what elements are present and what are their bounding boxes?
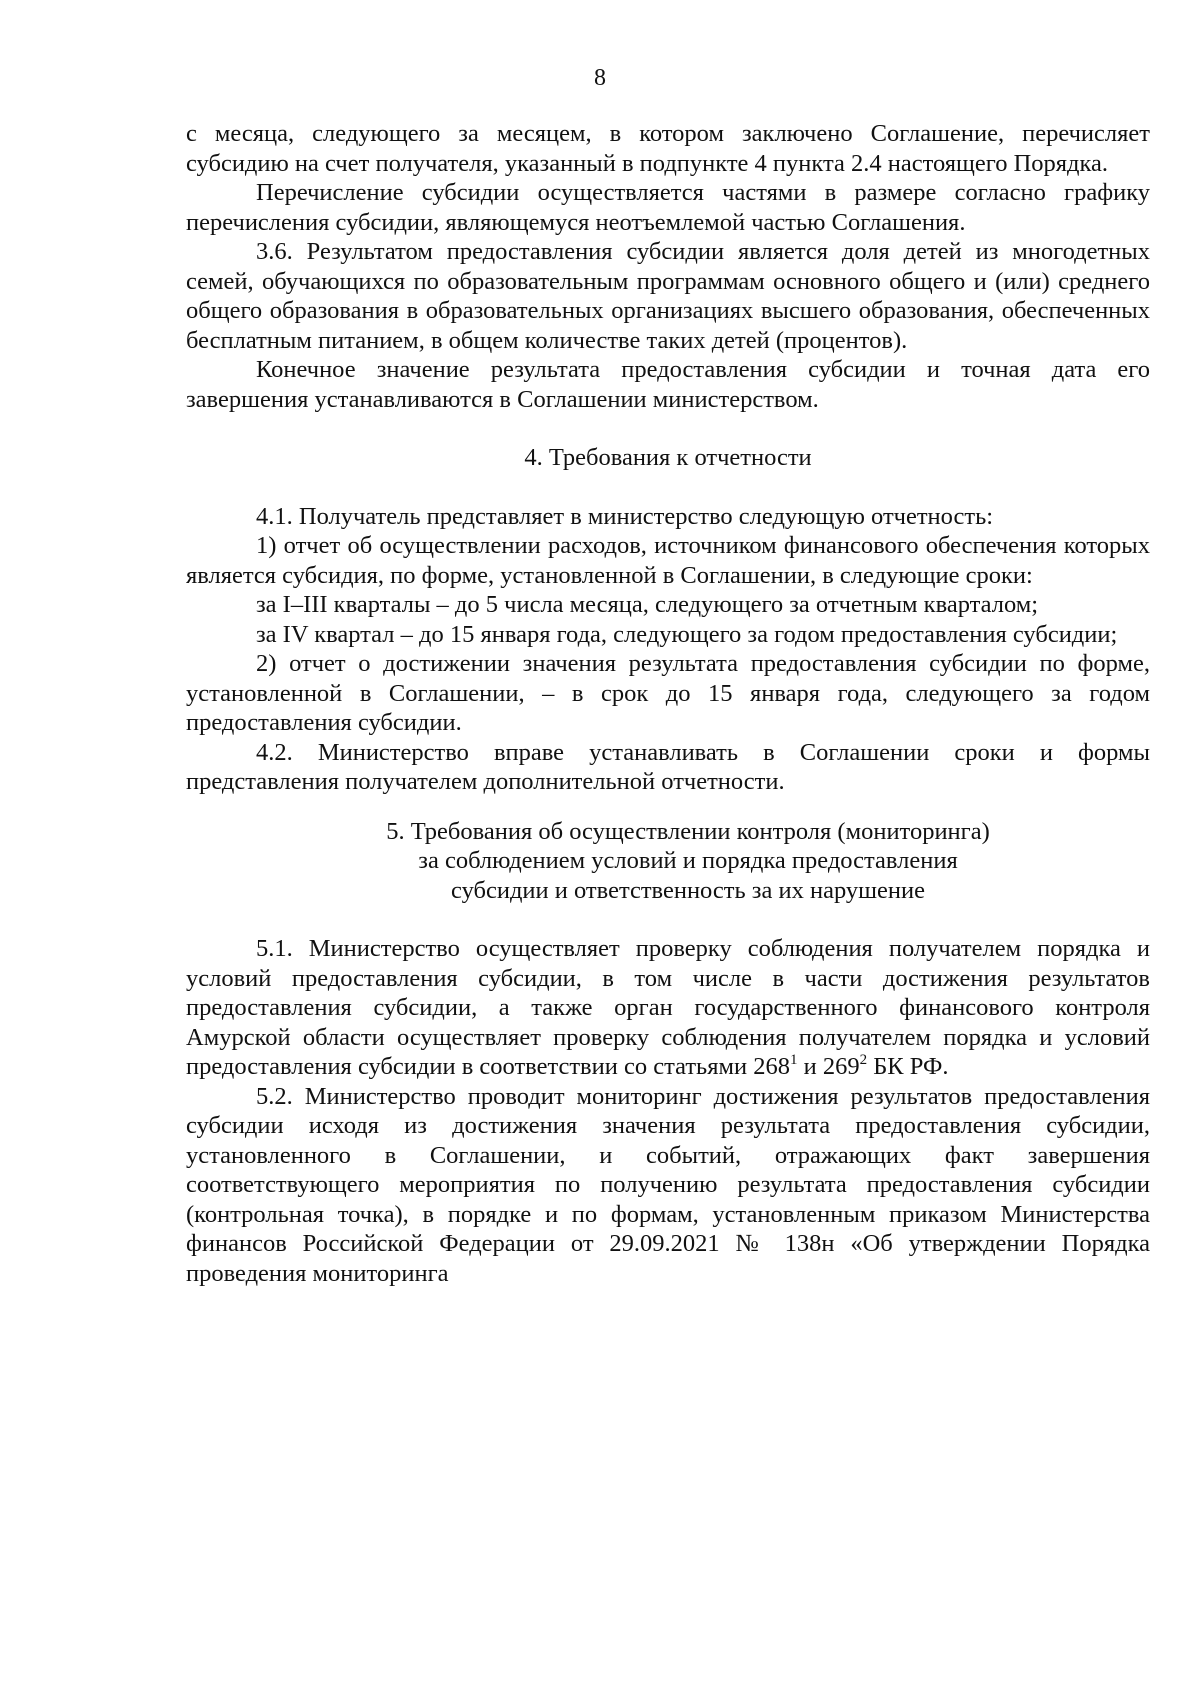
paragraph-5-1-text: 5.1. Министерство осуществляет проверку соблюдения получателем порядка и условий предоставления субсидии, в том числе в части достижения результатов предоставления субсидии, а также орган государственного финансового контроля Амурской области осуществляет проверку соблюдения получателем порядка и условий предоставления субсидии в соответствии со статьями 268 [186,935,1150,1080]
paragraph-4-1-item-1: 1) отчет об осуществлении расходов, источником финансового обеспечения которых является субсидия, по форме, установленной в Соглашении, в следующие сроки: [186,532,1150,589]
section-5-heading-line-1: 5. Требования об осуществлении контроля (мониторинга) [386,817,990,845]
paragraph-4-1-quarters: за I–III кварталы – до 5 числа месяца, следующего за отчетным кварталом; [256,591,1039,618]
paragraph-5-2: 5.2. Министерство проводит мониторинг достижения результатов предоставления субсидии исходя из достижения значения результата предоставления субсидии, установленного в Соглашении, и событий, отражающих факт завершения соответствующего мероприятия по получению результата предоставления субсидии (контрольная точка), в порядке и по формам, установленным приказом Министерства финансов Российской Федерации от 29.09.2021 № 138н «Об утверждении Порядка проведения мониторинга [186,1082,1150,1287]
section-5-heading-line-3: субсидии и ответственность за их нарушение [451,876,925,904]
page-number: 8 [594,65,606,91]
paragraph-final-value: Конечное значение результата предоставления субсидии и точная дата его завершения устанавливаются в Соглашении министерством. [186,356,1150,413]
paragraph-transfer-start: с месяца, следующего за месяцем, в котором заключено Соглашение, перечисляет субсидию на счет получателя, указанный в подпункте 4 пункта 2.4 настоящего Порядка. [186,120,1150,177]
section-5-heading-line-2: за соблюдением условий и порядка предоставления [418,847,958,874]
paragraph-4-1-fourth-quarter: за IV квартал – до 15 января года, следующего за годом предоставления субсидии; [256,620,1118,648]
paragraph-3-6-result: 3.6. Результатом предоставления субсидии является доля детей из многодетных семей, обучающихся по образовательным программам основного общего и (или) среднего общего образования в образовательных организациях высшего образования, обеспеченных бесплатным питанием, в общем количестве таких детей (процентов). [186,238,1150,354]
paragraph-5-1-mid: и 269 [797,1053,860,1080]
paragraph-4-1: 4.1. Получатель представляет в министерство следующую отчетность: [256,502,994,530]
paragraph-4-2: 4.2. Министерство вправе устанавливать в Соглашении сроки и формы представления получателем дополнительной отчетности. [186,738,1150,795]
superscript-1: 1 [789,1052,798,1068]
paragraph-5-1 [186,934,1150,1082]
paragraph-4-1-item-2: 2) отчет о достижении значения результата предоставления субсидии по форме, установленной в Соглашении, – в срок до 15 января года, следующего за годом предоставления субсидии. [186,650,1150,736]
superscript-2: 2 [859,1052,868,1068]
paragraph-transfer-schedule: Перечисление субсидии осуществляется частями в размере согласно графику перечисления субсидии, являющемуся неотъемлемой частью Соглашения. [186,179,1150,236]
document-body [186,119,1150,1288]
section-4-heading: 4. Требования к отчетности [524,444,812,471]
section-5-heading [186,817,1150,906]
paragraph-5-1-end: БК РФ. [867,1053,949,1080]
